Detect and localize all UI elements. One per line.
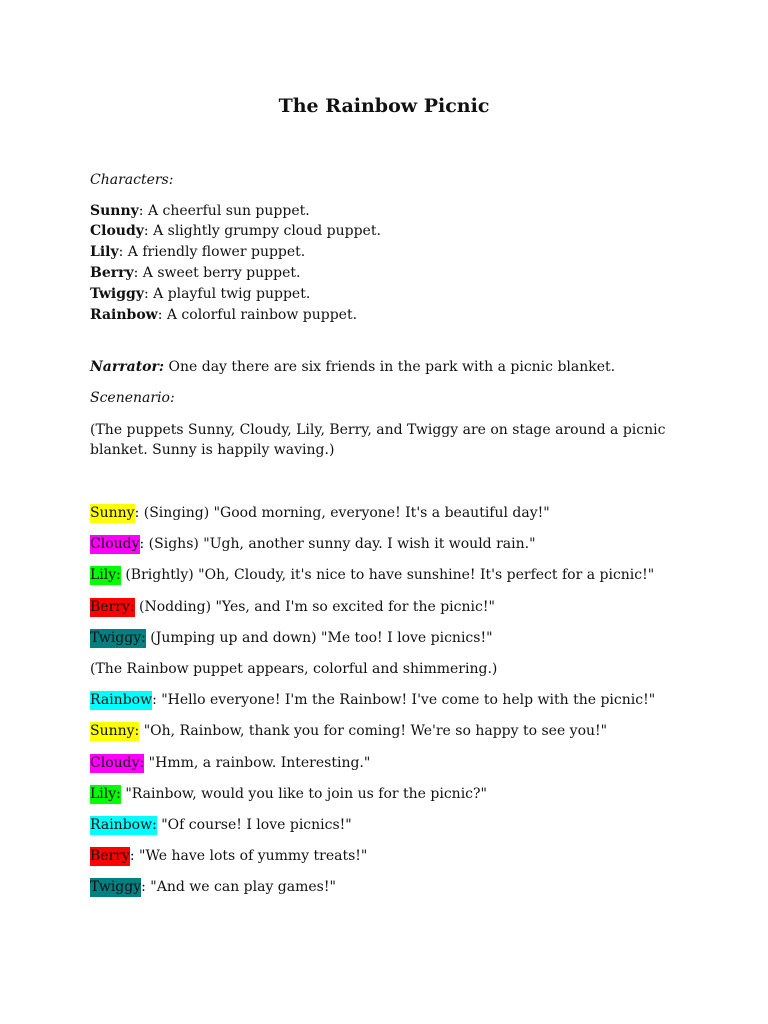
dialogue-text: : "And we can play games!"	[141, 879, 336, 895]
character-line	[90, 305, 690, 325]
dialogue-text: "Rainbow, would you like to join us for the picnic?"	[120, 786, 487, 802]
character-line	[90, 263, 690, 283]
character-desc: : A playful twig puppet.	[143, 286, 311, 302]
speaker-highlight: Rainbow:	[90, 817, 157, 833]
character-line	[90, 242, 690, 262]
dialogue-line	[90, 721, 690, 741]
speaker-highlight: Twiggy	[90, 879, 142, 895]
dialogue-line	[90, 534, 690, 554]
narrator-line	[90, 357, 690, 377]
dialogue-line	[90, 877, 690, 897]
dialogue-line	[90, 565, 690, 585]
character-name: Rainbow	[90, 307, 158, 323]
speaker-highlight: Berry	[90, 848, 130, 864]
document-title: The Rainbow Picnic	[278, 95, 490, 117]
stage-direction: (The puppets Sunny, Cloudy, Lily, Berry, and Twiggy are on stage around a picnic blanket. Sunny is happily waving.)	[90, 422, 666, 458]
dialogue-text: (Nodding) "Yes, and I'm so excited for the picnic!"	[134, 599, 495, 615]
character-name: Lily	[90, 244, 119, 260]
dialogue-text: "Oh, Rainbow, thank you for coming! We're so happy to see you!"	[139, 723, 608, 739]
dialogue-text: "Hmm, a rainbow. Interesting."	[144, 755, 371, 771]
dialogue-text: (The Rainbow puppet appears, colorful and shimmering.)	[90, 661, 498, 677]
dialogue-line	[90, 628, 690, 648]
characters-label: Characters:	[90, 172, 174, 188]
speaker-highlight: Berry:	[90, 599, 135, 615]
dialogue-text: (Jumping up and down) "Me too! I love picnics!"	[145, 630, 493, 646]
dialogue-line	[90, 753, 690, 773]
dialogue-line	[90, 846, 690, 866]
narrator-text: One day there are six friends in the park with a picnic blanket.	[164, 359, 616, 375]
narrator-label: Narrator:	[90, 359, 165, 375]
character-desc: : A friendly flower puppet.	[118, 244, 306, 260]
character-desc: : A cheerful sun puppet.	[138, 203, 310, 219]
dialogue-text: "Of course! I love picnics!"	[156, 817, 352, 833]
dialogue-text: : "Hello everyone! I'm the Rainbow! I've come to help with the picnic!"	[152, 692, 656, 708]
character-line	[90, 221, 690, 241]
character-name: Sunny	[90, 203, 139, 219]
dialogue-text: : "We have lots of yummy treats!"	[129, 848, 368, 864]
character-name: Twiggy	[90, 286, 144, 302]
speaker-highlight: Cloudy	[90, 536, 140, 552]
scenario-label: Scenenario:	[90, 390, 175, 406]
stage-direction-line	[90, 659, 690, 679]
dialogue-line	[90, 784, 690, 804]
speaker-highlight: Twiggy:	[90, 630, 146, 646]
dialogue-text: : (Singing) "Good morning, everyone! It's a beautiful day!"	[134, 505, 550, 521]
character-desc: : A colorful rainbow puppet.	[157, 307, 358, 323]
character-line	[90, 284, 690, 304]
dialogue-text: : (Sighs) "Ugh, another sunny day. I wish it would rain."	[139, 536, 536, 552]
dialogue-line	[90, 503, 690, 523]
dialogue-line	[90, 815, 690, 835]
character-name: Berry	[90, 265, 134, 281]
character-desc: : A slightly grumpy cloud puppet.	[143, 223, 381, 239]
dialogue-line	[90, 597, 690, 617]
character-line	[90, 201, 690, 221]
speaker-highlight: Lily:	[90, 567, 121, 583]
speaker-highlight: Cloudy:	[90, 755, 145, 771]
speaker-highlight: Sunny	[90, 505, 135, 521]
character-desc: : A sweet berry puppet.	[133, 265, 301, 281]
speaker-highlight: Rainbow	[90, 692, 153, 708]
dialogue-line	[90, 690, 690, 710]
character-name: Cloudy	[90, 223, 144, 239]
speaker-highlight: Sunny:	[90, 723, 140, 739]
dialogue-text: (Brightly) "Oh, Cloudy, it's nice to have sunshine! It's perfect for a picnic!"	[120, 567, 655, 583]
speaker-highlight: Lily:	[90, 786, 121, 802]
